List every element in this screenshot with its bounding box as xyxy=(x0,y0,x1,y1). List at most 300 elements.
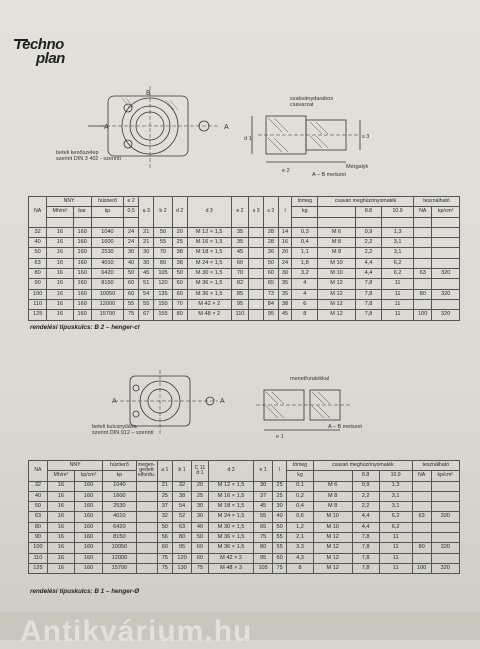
label-dim-mer: Mérgalyk xyxy=(346,164,369,170)
table-cell: 320 xyxy=(432,310,460,320)
table-cell: 32 xyxy=(173,481,192,491)
table-cell: 160 xyxy=(73,238,91,248)
table-cell: 0,6 xyxy=(287,512,314,522)
table-cell xyxy=(249,279,264,289)
table-cell: 16 xyxy=(47,279,73,289)
table-cell xyxy=(136,563,157,573)
label-a-left-2: A xyxy=(112,398,117,405)
table-cell: 95 xyxy=(173,543,192,553)
table-cell: 16 xyxy=(47,248,73,258)
table-cell: 16 xyxy=(47,289,73,299)
table-cell: 16 xyxy=(278,238,292,248)
label-a-right: A xyxy=(224,124,229,131)
table-cell: 3,1 xyxy=(382,238,414,248)
table-cell: 7,8 xyxy=(355,289,381,299)
table-cell: 120 xyxy=(154,279,172,289)
table-row xyxy=(29,563,460,573)
table-cell: M 36 × 1,5 xyxy=(187,289,231,299)
table-2-header: húzóerő xyxy=(103,461,136,471)
table-cell xyxy=(136,522,157,532)
table-cell: 70 xyxy=(231,269,249,279)
table-cell xyxy=(431,481,460,491)
table-1-header: csavari meghúzónyomaték xyxy=(318,197,414,207)
table-cell: 1040 xyxy=(103,481,136,491)
table-cell: 37 xyxy=(157,502,173,512)
table-row xyxy=(29,512,460,522)
table-cell: 95 xyxy=(231,299,249,309)
table-cell: M 30 × 1,5 xyxy=(187,269,231,279)
table-cell: 11 xyxy=(379,563,412,573)
table-cell: 135 xyxy=(154,289,172,299)
table-cell: 32 xyxy=(29,227,47,237)
table-cell: 45 xyxy=(278,310,292,320)
table-cell: 73 xyxy=(264,289,279,299)
table-cell: M 36 × 1,5 xyxy=(208,533,253,543)
table-row xyxy=(29,289,460,299)
table-cell: 37 xyxy=(254,491,273,501)
table-cell xyxy=(412,533,431,543)
table-row xyxy=(29,502,460,512)
table-cell: 155 xyxy=(154,310,172,320)
table-cell: 105 xyxy=(154,269,172,279)
table-cell: M 24 × 1,5 xyxy=(187,258,231,268)
table-cell: 14 xyxy=(278,227,292,237)
table-cell: 0,4 xyxy=(287,502,314,512)
table-cell: 130 xyxy=(173,563,192,573)
table-cell: 40 xyxy=(273,512,287,522)
table-cell: 38 xyxy=(278,299,292,309)
table-cell: 110 xyxy=(29,299,47,309)
table-cell: 25 xyxy=(273,481,287,491)
table-cell: 7,8 xyxy=(352,543,379,553)
table-cell: 11 xyxy=(379,543,412,553)
table-cell: 60 xyxy=(172,279,187,289)
table-cell: 55 xyxy=(254,512,273,522)
table-cell: 6,2 xyxy=(379,512,412,522)
table-cell: 30 xyxy=(124,248,139,258)
table-cell: 105 xyxy=(254,563,273,573)
table-2-header: NNY xyxy=(47,461,102,471)
table-cell: M 48 × 2 xyxy=(187,310,231,320)
table-cell xyxy=(249,310,264,320)
table-1-header: b 2 xyxy=(154,197,172,228)
table-cell xyxy=(249,289,264,299)
label-b-top: B xyxy=(146,90,151,97)
logo-line-2: plan xyxy=(36,50,65,67)
table-cell: 120 xyxy=(173,553,192,563)
table-cell: 6,2 xyxy=(379,522,412,532)
table-cell: 28 xyxy=(264,227,279,237)
table-cell: 100 xyxy=(414,310,432,320)
table-cell: 16 xyxy=(47,553,74,563)
table-cell xyxy=(249,258,264,268)
table-cell: 6 xyxy=(292,299,318,309)
table-cell xyxy=(414,299,432,309)
table-cell: 6420 xyxy=(103,522,136,532)
table-cell: M 48 × 3 xyxy=(208,563,253,573)
table-cell: M 6 xyxy=(313,481,352,491)
table-cell: 21 xyxy=(139,227,154,237)
table-2-header: b 1 xyxy=(173,461,192,482)
table-cell: M 12 xyxy=(313,563,352,573)
table-row xyxy=(29,543,460,553)
table-2-subheader: 10.9 xyxy=(379,471,412,481)
table-cell: 50 xyxy=(157,522,173,532)
table-cell: 63 xyxy=(173,522,192,532)
order-key-1: rendelési típuskulcs: B 2 – henger-cl xyxy=(30,324,140,331)
table-cell xyxy=(431,522,460,532)
table-cell: 50 xyxy=(273,522,287,532)
table-cell: 16 xyxy=(47,227,73,237)
table-cell: 160 xyxy=(74,512,102,522)
table-cell: 50 xyxy=(191,533,208,543)
table-cell: 60 xyxy=(172,289,187,299)
table-cell xyxy=(432,258,460,268)
table-cell: 84 xyxy=(264,299,279,309)
table-cell: M 12 × 1,5 xyxy=(208,481,253,491)
table-cell: 11 xyxy=(379,533,412,543)
table-2-header: C 11 d 1 xyxy=(191,461,208,482)
table-row xyxy=(29,299,460,309)
table-2-header: tömeg xyxy=(287,461,314,471)
table-1-header: NA xyxy=(29,197,47,228)
table-cell: 16 xyxy=(47,512,74,522)
table-cell: M 10 xyxy=(313,522,352,532)
table-1-subheader: 10.9 xyxy=(382,207,414,217)
table-cell: 30 xyxy=(254,481,273,491)
table-cell: 54 xyxy=(173,502,192,512)
table-cell: 160 xyxy=(74,481,102,491)
table-row xyxy=(29,238,460,248)
table-cell: 6420 xyxy=(91,269,123,279)
table-cell: M 8 xyxy=(313,491,352,501)
table-2-header: csavari meghúzónyomaték xyxy=(313,461,412,471)
table-cell: 80 xyxy=(154,258,172,268)
table-cell xyxy=(414,258,432,268)
table-cell: 54 xyxy=(139,289,154,299)
table-cell: M 36 × 1,5 xyxy=(187,279,231,289)
table-cell: 2530 xyxy=(91,248,123,258)
table-cell: 60 xyxy=(124,279,139,289)
table-cell: 3,3 xyxy=(287,543,314,553)
table-cell xyxy=(412,553,431,563)
table-cell: 40 xyxy=(191,522,208,532)
table-cell: 60 xyxy=(124,289,139,299)
table-cell: 16 xyxy=(47,543,74,553)
table-row xyxy=(29,279,460,289)
table-cell: 16 xyxy=(47,533,74,543)
table-cell: 30 xyxy=(139,248,154,258)
table-cell xyxy=(414,248,432,258)
table-2-header: NA xyxy=(29,461,48,482)
table-cell: 7,8 xyxy=(352,553,379,563)
table-cell: 160 xyxy=(74,553,102,563)
table-cell: 63 xyxy=(29,258,47,268)
table-1-subheader: kp/cm² xyxy=(432,207,460,217)
label-dim-e1-2: e 1 xyxy=(276,434,284,440)
table-cell: 80 xyxy=(29,269,47,279)
table-cell: M 42 × 2 xyxy=(208,553,253,563)
table-2-header: a 1 xyxy=(157,461,173,482)
table-1-header: s 2 xyxy=(264,197,279,228)
table-1-header: húzóerő xyxy=(91,197,123,207)
table-cell xyxy=(432,238,460,248)
table-2-subheader: kp/cm² xyxy=(74,471,102,481)
table-cell: 75 xyxy=(273,563,287,573)
table-cell: 3,2 xyxy=(292,269,318,279)
table-2-subheader xyxy=(313,471,352,481)
table-cell: 160 xyxy=(74,522,102,532)
label-grease-nipple: beteli kenőszelep szerint DIN 3 402 - szerinti xyxy=(56,150,121,163)
table-cell: 80 xyxy=(173,533,192,543)
table-cell: 100 xyxy=(29,543,48,553)
table-cell: 1,2 xyxy=(287,522,314,532)
table-cell: 7,8 xyxy=(355,299,381,309)
table-cell xyxy=(249,227,264,237)
table-2-subheader: kp/cm² xyxy=(431,471,460,481)
table-cell: 40 xyxy=(29,491,48,501)
table-2-header-row xyxy=(29,461,460,471)
table-cell: 4,3 xyxy=(287,553,314,563)
table-cell: 16 xyxy=(47,563,74,573)
table-1-header: d 3 xyxy=(187,197,231,228)
table-cell: 55 xyxy=(154,238,172,248)
table-1-subheader: NA xyxy=(414,207,432,217)
label-grease-2: beteli kulcsnyílása szerint DIN 912 – szerinti xyxy=(92,424,154,437)
table-cell: 4,4 xyxy=(355,258,381,268)
table-1-header: e 2 xyxy=(231,197,249,228)
table-cell: 160 xyxy=(74,533,102,543)
table-cell: 110 xyxy=(231,310,249,320)
table-cell: 60 xyxy=(231,258,249,268)
table-1-header-row xyxy=(29,197,460,207)
table-cell: 320 xyxy=(431,563,460,573)
table-1-subheader xyxy=(318,207,356,217)
table-cell xyxy=(432,299,460,309)
table-2-subheader: NA xyxy=(412,471,431,481)
label-a-left: A xyxy=(104,124,109,131)
table-1-body xyxy=(29,227,460,320)
table-cell: 3,1 xyxy=(379,502,412,512)
table-cell: 16 xyxy=(47,502,74,512)
table-cell: 16 xyxy=(47,481,74,491)
label-a-right-2: A xyxy=(220,398,225,405)
table-cell: 75 xyxy=(191,563,208,573)
table-cell: 24 xyxy=(124,238,139,248)
table-cell: 80 xyxy=(29,522,48,532)
table-cell: M 16 × 1,5 xyxy=(208,491,253,501)
table-1-header: l xyxy=(278,197,292,228)
table-cell: 8 xyxy=(292,310,318,320)
table-1-subheader: 8.8 xyxy=(355,207,381,217)
table-cell xyxy=(249,269,264,279)
table-cell: 11 xyxy=(382,299,414,309)
table-cell: 1600 xyxy=(103,491,136,501)
table-row xyxy=(29,553,460,563)
table-cell xyxy=(249,248,264,258)
table-cell: 2,1 xyxy=(287,533,314,543)
table-cell: 160 xyxy=(73,248,91,258)
table-cell: M 12 × 1,5 xyxy=(187,227,231,237)
table-cell: 4 xyxy=(292,289,318,299)
table-cell: 90 xyxy=(29,279,47,289)
table-cell: M 12 xyxy=(318,289,356,299)
table-row xyxy=(29,533,460,543)
table-cell xyxy=(412,481,431,491)
table-cell: 30 xyxy=(139,258,154,268)
table-cell: 82 xyxy=(231,279,249,289)
table-cell: 80 xyxy=(172,310,187,320)
table-cell: M 12 xyxy=(318,279,356,289)
table-cell: 160 xyxy=(74,543,102,553)
logo-line-1: Techno xyxy=(14,36,64,53)
table-1-header: e 2 xyxy=(124,197,139,207)
table-cell: 55 xyxy=(273,543,287,553)
table-cell xyxy=(136,533,157,543)
table-cell xyxy=(432,248,460,258)
table-cell: 20 xyxy=(172,227,187,237)
table-cell: M 36 × 1,5 xyxy=(208,543,253,553)
table-cell: 90 xyxy=(29,533,48,543)
table-cell: 60 xyxy=(191,543,208,553)
table-cell: 85 xyxy=(231,289,249,299)
table-cell: 1,1 xyxy=(292,248,318,258)
table-cell: 3,1 xyxy=(382,248,414,258)
table-cell: M 42 × 2 xyxy=(187,299,231,309)
table-cell: 28 xyxy=(264,238,279,248)
table-row xyxy=(29,248,460,258)
table-cell: 0,9 xyxy=(355,227,381,237)
table-cell xyxy=(136,543,157,553)
table-cell: 2,2 xyxy=(355,248,381,258)
table-cell: 63 xyxy=(414,269,432,279)
table-cell: 11 xyxy=(382,289,414,299)
table-cell: 60 xyxy=(273,553,287,563)
table-cell: 80 xyxy=(254,543,273,553)
table-1-header: d 2 xyxy=(172,197,187,228)
table-cell: 65 xyxy=(254,522,273,532)
table-cell: 6,2 xyxy=(382,258,414,268)
table-cell: 30 xyxy=(278,269,292,279)
table-cell: 60 xyxy=(264,269,279,279)
table-cell: 70 xyxy=(172,299,187,309)
table-cell: 75 xyxy=(124,310,139,320)
table-cell: 1040 xyxy=(91,227,123,237)
table-cell: 160 xyxy=(73,310,91,320)
table-cell: 63 xyxy=(29,512,48,522)
table-cell: 35 xyxy=(231,227,249,237)
table-cell: 55 xyxy=(139,299,154,309)
table-cell: 11 xyxy=(379,553,412,563)
table-cell: 51 xyxy=(139,279,154,289)
table-cell: 32 xyxy=(29,481,48,491)
order-key-2: rendelési típuskulcs: B 1 – henger-Ø xyxy=(30,588,140,595)
table-cell: 7,8 xyxy=(352,533,379,543)
table-cell: 125 xyxy=(29,563,48,573)
table-cell: 40 xyxy=(124,258,139,268)
table-cell: 45 xyxy=(231,248,249,258)
table-cell: 52 xyxy=(173,512,192,522)
table-cell: 4,4 xyxy=(355,269,381,279)
table-cell: 2,2 xyxy=(352,502,379,512)
table-cell: M 12 xyxy=(313,543,352,553)
table-cell: M 8 xyxy=(318,248,356,258)
table-cell: 16 xyxy=(47,299,73,309)
table-2-header: d 3 xyxy=(208,461,253,482)
spec-table-1 xyxy=(28,196,460,321)
table-cell: 36 xyxy=(264,248,279,258)
table-cell: 0,4 xyxy=(292,238,318,248)
table-cell: 21 xyxy=(157,481,173,491)
table-1-header: NNY xyxy=(47,197,92,207)
table-cell: 16 xyxy=(47,522,74,532)
table-2-header: megen-gedett elfordu. xyxy=(136,461,157,482)
watermark-text: Antikvárium.hu xyxy=(20,615,253,648)
table-cell xyxy=(136,491,157,501)
table-cell: 320 xyxy=(432,269,460,279)
table-cell xyxy=(412,491,431,501)
table-cell: 16 xyxy=(47,258,73,268)
table-cell: M 18 × 1,5 xyxy=(187,248,231,258)
table-row xyxy=(29,481,460,491)
label-fitting-2: menetfuratokkal xyxy=(290,376,330,382)
table-cell: 80 xyxy=(414,289,432,299)
table-cell: 50 xyxy=(29,502,48,512)
table-cell: 35 xyxy=(278,279,292,289)
table-cell: 55 xyxy=(124,299,139,309)
table-cell xyxy=(432,279,460,289)
table-cell xyxy=(431,502,460,512)
table-cell: 10050 xyxy=(103,543,136,553)
table-cell: M 12 xyxy=(313,533,352,543)
table-cell: M 8 xyxy=(313,502,352,512)
table-cell: 38 xyxy=(172,258,187,268)
label-fitting-1: szabványdarabos csavarzat xyxy=(290,96,334,109)
table-1-subheader: 0,5 xyxy=(124,207,139,217)
table-cell: 160 xyxy=(73,279,91,289)
table-cell: 110 xyxy=(29,553,48,563)
table-cell: 15700 xyxy=(91,310,123,320)
table-cell xyxy=(136,481,157,491)
table-cell: 1,3 xyxy=(379,481,412,491)
table-cell xyxy=(414,227,432,237)
table-2-header: e 1 xyxy=(254,461,273,482)
table-cell: 7,8 xyxy=(355,310,381,320)
table-cell: 25 xyxy=(157,491,173,501)
table-cell: 8150 xyxy=(103,533,136,543)
table-row xyxy=(29,258,460,268)
table-cell xyxy=(412,522,431,532)
label-section-ab-1: A – B metszet xyxy=(312,172,346,178)
table-cell xyxy=(431,533,460,543)
table-cell: 8150 xyxy=(91,279,123,289)
table-cell: M 8 xyxy=(318,238,356,248)
table-cell: 60 xyxy=(191,553,208,563)
table-cell: 160 xyxy=(74,563,102,573)
table-cell: M 10 xyxy=(318,269,356,279)
table-cell: 11 xyxy=(382,310,414,320)
table-cell: 4,4 xyxy=(352,512,379,522)
table-cell: 56 xyxy=(157,533,173,543)
table-cell: 50 xyxy=(124,269,139,279)
table-cell: 3,1 xyxy=(379,491,412,501)
table-cell: 1600 xyxy=(91,238,123,248)
table-cell xyxy=(414,279,432,289)
table-cell xyxy=(136,512,157,522)
table-cell: 25 xyxy=(273,491,287,501)
spec-table-2 xyxy=(28,460,460,574)
table-1-header: tesználható xyxy=(414,197,460,207)
